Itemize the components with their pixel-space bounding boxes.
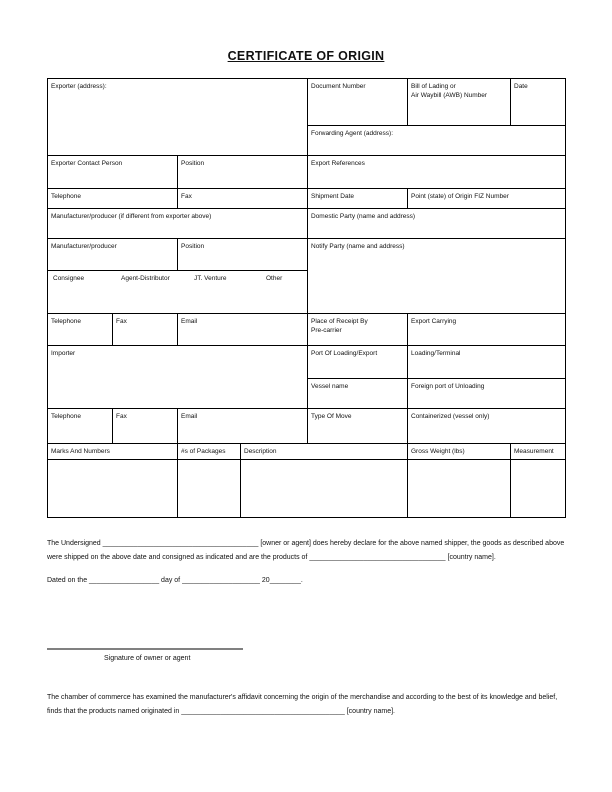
bill-of-lading-cell[interactable] — [408, 79, 511, 126]
loading-terminal-label: Loading/Terminal — [411, 349, 461, 357]
owner-or-agent-blank[interactable]: ________________________________________ — [102, 540, 259, 547]
dated-year-blank[interactable]: ________ — [269, 577, 301, 584]
consignee-fax-cell[interactable] — [113, 314, 178, 346]
importer-telephone-cell[interactable] — [48, 409, 113, 444]
vessel-name-label: Vessel name — [311, 382, 349, 390]
importer-cell[interactable] — [48, 346, 308, 409]
measurement-header-cell — [511, 444, 566, 460]
consignee-telephone-label: Telephone — [51, 317, 81, 325]
declaration-paragraph — [47, 537, 566, 565]
place-of-receipt-label-line1: Place of Receipt By — [311, 317, 368, 325]
domestic-party-cell[interactable] — [308, 209, 566, 239]
manufacturer-if-different-cell[interactable] — [48, 209, 308, 239]
gross-weight-header-cell — [408, 444, 511, 460]
chamber-paragraph — [47, 691, 566, 719]
number-of-packages-header-cell — [178, 444, 241, 460]
foreign-port-unloading-label: Foreign port of Unloading — [411, 382, 485, 390]
signature-label: Signature of owner or agent — [104, 655, 191, 662]
notify-party-label: Notify Party (name and address) — [311, 242, 405, 250]
notify-party-cell[interactable] — [308, 239, 566, 314]
marks-and-numbers-value-cell[interactable] — [48, 460, 178, 518]
other-option-label: Other — [266, 275, 283, 282]
exporter-telephone-label: Telephone — [51, 192, 81, 200]
exporter-position-cell[interactable] — [178, 156, 308, 189]
dated-text-4: . — [300, 577, 303, 584]
importer-fax-cell[interactable] — [113, 409, 178, 444]
bill-of-lading-label-line2: Air Waybill (AWB) Number — [411, 91, 488, 99]
chamber-country-blank[interactable]: __________________________________________ — [181, 708, 345, 715]
date-label: Date — [514, 82, 528, 90]
dated-text-2: day of — [159, 577, 183, 584]
document-number-label: Document Number — [311, 82, 366, 90]
forwarding-agent-label: Forwarding Agent (address): — [311, 129, 394, 137]
agent-distributor-option-label: Agent-Distributor — [121, 275, 170, 282]
importer-label: Importer — [51, 349, 76, 357]
consignee-fax-label: Fax — [116, 317, 127, 325]
gross-weight-label: Gross Weight (lbs) — [411, 447, 465, 455]
exporter-position-label: Position — [181, 159, 205, 167]
dated-text-1: Dated on the — [47, 577, 90, 584]
consignee-email-cell[interactable] — [178, 314, 308, 346]
bill-of-lading-label-line1: Bill of Lading or — [411, 82, 456, 90]
dated-month-blank[interactable]: ____________________ — [182, 577, 260, 584]
declaration-text-2: [owner or agent] does hereby declare for the above named shipper, the goods as described above were shipped on the above date and consigned as indicated and are the products of — [47, 540, 565, 561]
consignee-telephone-cell[interactable] — [48, 314, 113, 346]
export-references-cell[interactable] — [308, 156, 566, 189]
shipment-date-cell[interactable] — [308, 189, 408, 209]
chamber-text-1: The chamber of commerce has examined the manufacturer's affidavit concerning the origin of the merchandise and according to the best of its knowledge and belief, finds that the products named originated in — [47, 694, 558, 715]
manufacturer-position-cell[interactable] — [178, 239, 308, 271]
date-cell[interactable] — [511, 79, 566, 126]
page-title: CERTIFICATE OF ORIGIN — [227, 49, 385, 63]
description-label: Description — [244, 447, 277, 455]
loading-terminal-cell[interactable] — [408, 346, 566, 379]
export-references-label: Export References — [311, 159, 365, 167]
description-value-cell[interactable] — [241, 460, 408, 518]
consignee-option-label: Consignee — [53, 275, 85, 282]
dated-line — [47, 574, 566, 588]
marks-and-numbers-header-cell — [48, 444, 178, 460]
foreign-port-unloading-cell[interactable] — [408, 379, 566, 409]
number-of-packages-label: #s of Packages — [181, 447, 226, 455]
number-of-packages-value-cell[interactable] — [178, 460, 241, 518]
measurement-value-cell[interactable] — [511, 460, 566, 518]
declaration-text-1: The Undersigned — [47, 540, 103, 547]
manufacturer-cell[interactable] — [48, 239, 178, 271]
consignee-email-label: Email — [181, 317, 198, 325]
importer-telephone-label: Telephone — [51, 412, 81, 420]
port-of-loading-label: Port Of Loading/Export — [311, 349, 378, 357]
exporter-address-cell[interactable] — [48, 79, 308, 156]
jt-venture-option-label: JT. Venture — [194, 275, 227, 282]
importer-email-cell[interactable] — [178, 409, 308, 444]
manufacturer-position-label: Position — [181, 242, 205, 250]
chamber-text-2: [country name]. — [344, 708, 395, 715]
type-of-move-cell[interactable] — [308, 409, 408, 444]
gross-weight-value-cell[interactable] — [408, 460, 511, 518]
document-number-cell[interactable] — [308, 79, 408, 126]
exporter-contact-person-label: Exporter Contact Person — [51, 159, 123, 167]
exporter-address-label: Exporter (address): — [51, 82, 107, 90]
place-of-receipt-label-line2: Pre-carrier — [311, 326, 342, 334]
vessel-name-cell[interactable] — [308, 379, 408, 409]
exporter-fax-label: Fax — [181, 192, 192, 200]
dated-text-3: 20 — [259, 577, 270, 584]
signature-line[interactable] — [47, 648, 243, 650]
exporter-contact-person-cell[interactable] — [48, 156, 178, 189]
port-of-loading-cell[interactable] — [308, 346, 408, 379]
point-of-origin-label: Point (state) of Origin FIZ Number — [411, 192, 509, 200]
containerized-label: Containerized (vessel only) — [411, 412, 490, 420]
point-of-origin-cell[interactable] — [408, 189, 566, 209]
manufacturer-if-different-label: Manufacturer/producer (if different from exporter above) — [51, 212, 212, 220]
importer-email-label: Email — [181, 412, 198, 420]
exporter-fax-cell[interactable] — [178, 189, 308, 209]
measurement-label: Measurement — [514, 447, 554, 455]
export-carrying-cell[interactable] — [408, 314, 566, 346]
exporter-telephone-cell[interactable] — [48, 189, 178, 209]
shipment-date-label: Shipment Date — [311, 192, 354, 200]
forwarding-agent-cell[interactable] — [308, 126, 566, 156]
marks-and-numbers-label: Marks And Numbers — [51, 447, 110, 455]
type-of-move-label: Type Of Move — [311, 412, 352, 420]
dated-day-blank[interactable]: __________________ — [89, 577, 160, 584]
consignee-type-cell[interactable] — [48, 271, 308, 314]
description-header-cell — [241, 444, 408, 460]
manufacturer-label: Manufacturer/producer — [51, 242, 117, 250]
domestic-party-label: Domestic Party (name and address) — [311, 212, 416, 220]
export-carrying-label: Export Carrying — [411, 317, 457, 325]
importer-fax-label: Fax — [116, 412, 127, 420]
products-country-blank[interactable]: ___________________________________ — [309, 554, 446, 561]
containerized-cell[interactable] — [408, 409, 566, 444]
certificate-form-table — [47, 78, 566, 518]
declaration-text-3: [country name]. — [445, 554, 496, 561]
place-of-receipt-cell[interactable] — [308, 314, 408, 346]
